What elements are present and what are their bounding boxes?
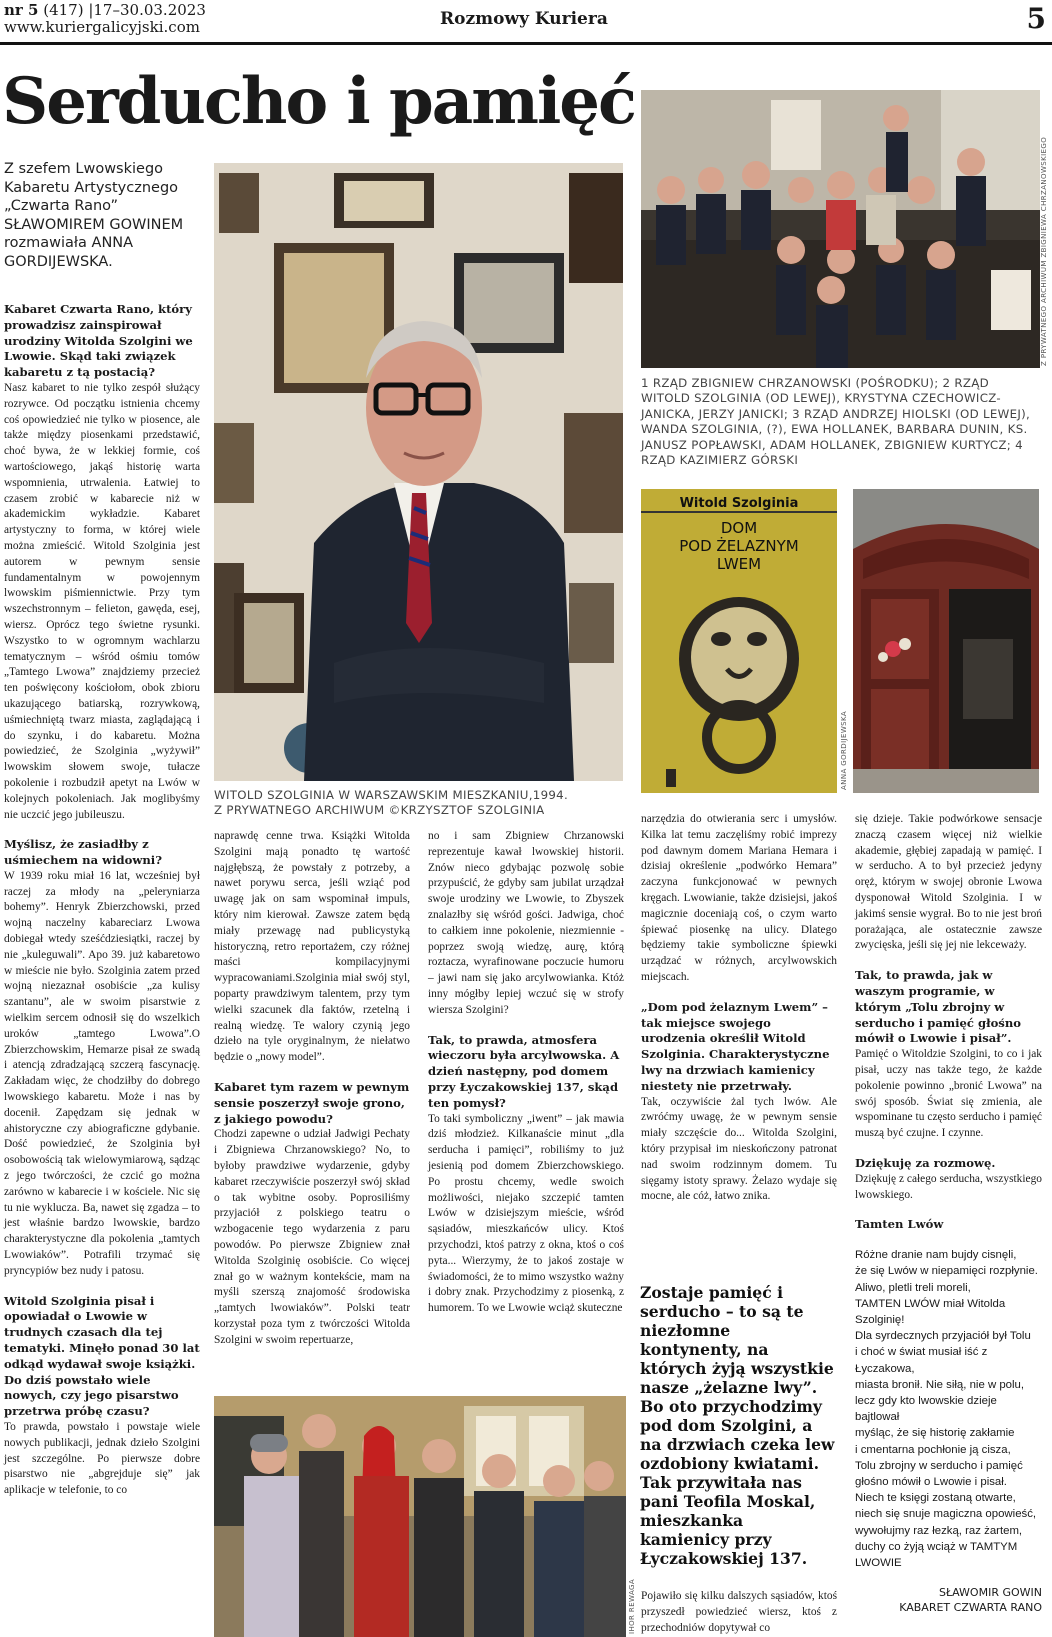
poem-line: duchy co żyją wciąż w TAMTYM LWOWIE: [855, 1540, 1018, 1569]
poem-line: Dla syrdecznych przyjaciół był Tolu: [855, 1330, 1031, 1343]
issue-number: nr 5: [4, 1, 39, 19]
group-photo-credit: Z PRYWATNEGO ARCHIWUM ZBIGNIEWA CHRZANOWSKIEGO: [1040, 136, 1048, 366]
street-photo-illustration: [214, 1396, 626, 1637]
street-photo: [214, 1396, 626, 1637]
poem-line: i choć w świat musiał iść z Łyczakowa,: [855, 1346, 988, 1375]
poem-line: lecz gdy kto lwowskie dzieje bajtlował: [855, 1394, 997, 1424]
author-name: SŁAWOMIR GOWIN: [938, 1586, 1042, 1600]
answer-4-continued: no i sam Zbigniew Chrzanowski reprezentuje kawał lwowskiej historii. Znów nieco gdybając pozwolę sobie przypuścić, że gdyby sam jubilat urządzał swoje urodziny we Lwowie, to Zbyszek znalazłby się wśród gości. Jadwiga, choć to całkiem inne pokolenie, niezmiennie - poprzez swoją wiedzę, aurę, którą roztacza, wyrafinowane poczucie humoru – jawi nam się jako arcylwowianka. Któż inny mógłby lepiej wczuć się w strofy wiersza Szolgini?: [428, 830, 624, 1016]
group-photo-illustration: [641, 90, 1040, 368]
poem-line: Niech te księgi zostaną otwarte,: [855, 1492, 1016, 1505]
issue-info: [4, 2, 206, 36]
question-8: Dziękuję za rozmowę.: [855, 1155, 996, 1170]
street-photo-credit: IHOR REWAGA: [628, 1578, 636, 1634]
poem-title: Tamten Lwów: [855, 1217, 944, 1232]
book-cover: [641, 489, 837, 793]
page-number: 5: [1026, 2, 1046, 35]
question-2: Myślisz, że zasiadłby z uśmiechem na widowni?: [4, 837, 162, 868]
poem-line: Aliwo, pletli treli moreli,: [855, 1281, 971, 1294]
poem: [855, 1247, 1042, 1571]
poem-line: Tolu zbrojny w serducho i pamięć: [855, 1459, 1023, 1472]
column-4-bottom: [641, 1589, 837, 1636]
answer-2: W 1939 roku miał 16 lat, wcześniej był raczej za młody na „peleryniarza bohemy”. Henryk Zbierzchowski, przed wojną naczelny kabareciarz Lwowa dobiegał wtedy sześćdziesiątki, raczej by nie „kuleguwali”. Apo 39. już kabaretowo w mieście nie było. Szolginia zatem przed wojną niezaznał osobiście „za kulisy szantanu”, ale w swoim pisarstwie z wielkim sercem odnosił się do wszelkich uroków „tamtego Lwowa”.O Zbierzchowskim, Hemarze pisał ze swadą i atencją zdradzającą szczerą fascynację. Zakładam więc, że chodziłby do dobrego lwowskiego kabaretu. Może i nas by docenił. Zapędzam się jednak w ahistoryczne czy abiograficzne gdybanie. Dość powiedzieć, że Szolginia był osobowością tak wielowymiarową, sądząc z jego twórczości, że czcić go można zarówno w kabarecie i w kościele. Nic się tu nie wyklucza. Ba, nawet się zgadza – to jest właśnie bardzo lwowskie, bardzo charakterystyczne dla pokolenia „tamtych Lwowiaków”. Potrafili trzymać się pryncypiów bez nudy i patosu.: [4, 869, 200, 1277]
door-photo-illustration: [853, 489, 1039, 793]
answer-3-continued: naprawdę cenne trwa. Książki Witolda Szolgini mają ponadto tę wartość najgłębszą, że powstały z potrzeby, a nawet porywu serca, jeśli wziąć pod uwagę jak on sam wspominał impuls, który nim kierował. Zawsze zatem będą miały przewagę nad publicystyką historyczną, retro reportażem, czy różnej maści kompilacyjnymi wypracowaniami.Szolginia miał swój styl, poparty prawdziwym talentem, przy tym wielki szacunek dla faktów, rzetelną i realną wiedzę. Te walory czynią jego dzieło na tyle oryginalnym, że niełatwo będzie o „nowy model”.: [214, 830, 410, 1064]
portrait-caption: [214, 788, 634, 819]
poem-line: głośno mówił o Lwowie i pisał.: [855, 1475, 1007, 1488]
column-5: [855, 812, 1042, 1615]
poem-line: miasta bronił. Nie siłą, nie w polu,: [855, 1378, 1025, 1391]
portrait-photo-illustration: [214, 163, 623, 781]
answer-6-continued: Pojawiło się kilku dalszych sąsiadów, ktoś przyszedł powiedzieć wiersz, ktoś z przechodniów dopytywał co: [641, 1590, 837, 1634]
issue-date: (417) |17–30.03.2023: [38, 1, 206, 19]
answer-6-end: się dzieje. Takie podwórkowe sensacje znaczą czasem więcej niż wielkie akademie, głębiej zapadają w pamięć. I w serducho. A to był przecież jedyny oręż, którym w swojej obronie Lwowa dysponował Witold Szolginia. I w jakimś sensie wygrał. Bo to nie jest broń porażająca, ale ostatecznie zawsze zwycięska, jeśli się jej nie lekceważy.: [855, 813, 1042, 952]
group-caption: 1 RZĄD ZBIGNIEW CHRZANOWSKI (POŚRODKU); 2 RZĄD WITOLD SZOLGINIA (OD LEWEJ), KRYSTYNA CZECHOWICZ-JANICKA, JERZY JANICKI; 3 RZĄD ANDRZEJ HIOLSKI (OD LEWEJ), WANDA SZOLGINIA, (?), EWA HOLLANEK, BARBARA DUNIN, KS. JANUSZ POPŁAWSKI, ADAM HOLLANEK, ZBIGNIEW KURTYCZ; 4 RZĄD KAZIMIERZ GÓRSKI: [641, 376, 1031, 468]
author-affiliation: KABARET CZWARTA RANO: [899, 1601, 1042, 1615]
door-photo: [853, 489, 1039, 793]
answer-5-continued: narzędzia do otwierania serc i umysłów. Kilka lat temu zaczęliśmy robić imprezy pod dawnym domem Mariana Hemara i dzisiaj określenie „podwórko Hemara” zaczyna funkcjonować w pewnych kręgach. Lwowianie, także dzisiejsi, jakoś magicznie doceniają coś, o czym warto śpiewać piosenkę na ulicy. Dlatego będziemy takie symboliczne śpiewki urządzać w różnych, arcylwowskich miejscach.: [641, 813, 837, 983]
poem-line: wywołujmy raz łezką, raz żartem,: [855, 1524, 1023, 1537]
section-title: Rozmowy Kuriera: [440, 9, 608, 29]
door-photo-credit: ANNA GORDIJEWSKA: [840, 710, 848, 790]
column-1: [4, 302, 200, 1499]
portrait-photo: [214, 163, 623, 781]
question-3: Witold Szolginia pisał i opowiadał o Lwowie w trudnych czasach dla tej tematyki. Minęło ponad 30 lat odkąd wydawał swoje książki. Do dziś powstało wiele nowych, czy jego pisarstwo przetrwa próbę czasu?: [4, 1293, 200, 1419]
question-4: Kabaret tym razem w pewnym sensie poszerzył swoje grono, z jakiego powodu?: [214, 1079, 410, 1126]
question-6: „Dom pod żelaznym Lwem” – tak miejsce swojego urodzenia określił Witold Szolginia. Charakterystyczne lwy na drzwiach kamienicy niestety nie przetrwały.: [641, 999, 830, 1093]
poem-line: Różne dranie nam bujdy cisnęli,: [855, 1249, 1017, 1262]
site-url[interactable]: www.kuriergalicyjski.com: [4, 18, 200, 36]
poem-line: myśląc, że się historię zakłamie: [855, 1427, 1015, 1440]
column-4: [641, 812, 837, 1205]
answer-3: To prawda, powstało i powstaje wiele nowych publikacji, jednak dzieło Szolgini jest szczególne. Po pierwsze dobre pisarstwo nie „abgrejduje się” jak aplikacje w telefonie, to co: [4, 1420, 200, 1497]
portrait-caption-line-1: WITOLD SZOLGINIA W WARSZAWSKIM MIESZKANIU,1994.: [214, 788, 569, 802]
book-title-line-3: LWEM: [716, 555, 762, 573]
book-cover-illustration: [641, 489, 837, 793]
book-author: Witold Szolginia: [679, 496, 799, 511]
answer-7: Pamięć o Witoldzie Szolgini, to co i jak pisał, uczy nas także tego, że każde pokolenie powinno „bronić Lwowa” na swój sposób. Świat się zmienia, ale wspominane tu często serducho i pamięć muszą być czujne. I czynne.: [855, 1048, 1042, 1140]
answer-1: Nasz kabaret to nie tylko zespół służący rozrywce. Od początku istnienia chcemy coś opowiedzieć nie tylko w piosence, ale także między piosenkami przedstawić, choć bywa, że w lekkiej formie, coś wartościowego, jakąś historię warta wspomnienia, utrwalenia. Łatwiej to czasem zrobić w kabarecie niż w akademickim wykładzie. Kabaret artystyczny to forma, w której wiele można zmieścić. Witold Szolginia jest autorem w pewnym sensie fundamentalnym w powojennym lwowskim piśmiennictwie. Przy tym wszechstronnym – felieton, gawęda, esej, wiersz. Oprócz tego świetne rysunki. Wszystko to w ogromnym wachlarzu tematycznym – wśród ośmiu tomów „Tamtego Lwowa” znajdziemy przecież ten poświęcony kościołom, obok zbioru ukazującego batiarską, rozrywkową, uśmiechniętą twarz miasta, zaglądającą i do szynku, i do kabaretu. Można powiedzieć, że Szolginia „wyżywił” lwowskim słowem swoje, tułacze pokolenie i rozbudził apetyt na Lwów w kolejnych pokoleniach. Jak moglibyśmy nie uczcić jego jubileuszu.: [4, 381, 200, 821]
answer-8: Dziękuję z całego serducha, wszystkiego lwowskiego.: [855, 1172, 1042, 1201]
poem-line: że się Lwów w niepamięci rozpłynie.: [855, 1265, 1038, 1278]
question-7: Tak, to prawda, jak w waszym programie, w którym „Tolu zbrojny w serducho i pamięć głośno mówił o Lwowie i pisał”.: [855, 968, 1021, 1046]
answer-4: Chodzi zapewne o udział Jadwigi Pechaty i Zbigniewa Chrzanowskiego? No, to byłoby prawdziwe wydarzenie, gdyby kabaret rzeczywiście poszerzył swój skład o tak wybitne osoby. Poprosiliśmy przyjaciół z polskiego teatru o wzbogacenie tego wydarzenia z paru powodów. Po pierwsze Zbigniew znał Witolda Szolginię osobiście. Co więcej znał go w ważnym kontekście, mam na myśli szerszą znajomość środowiska „tamtych lwowiaków”. Polski teatr korzystał poza tym z twórczości Witolda Szolgini w swoim repertuarze,: [214, 1128, 410, 1346]
column-2: [214, 829, 410, 1349]
question-1: Kabaret Czwarta Rano, który prowadzisz zainspirował urodziny Witolda Szolgini we Lwowie. Skąd taki związek kabaretu z tą postacią?: [4, 302, 193, 380]
portrait-caption-line-2: Z PRYWATNEGO ARCHIWUM ©KRZYSZTOF SZOLGINIA: [214, 803, 545, 818]
book-title-line-2: POD ŻELAZNYM: [679, 537, 799, 555]
question-5: Tak, to prawda, atmosfera wieczoru była arcylwowska. A dzień następny, pod domem przy Łyczakowskiej 137, skąd ten pomysł?: [428, 1032, 620, 1110]
poem-line: i cmentarna pochłonie ją cisza,: [855, 1443, 1011, 1456]
header-rule: [0, 42, 1052, 45]
column-3: [428, 829, 624, 1317]
answer-5: To taki symboliczny „iwent” – jak mawia dziś młodzież. Kilkanaście minut „dla serducha i pamięci”, robiliśmy to już jesienią pod domem Zbierzchowskiego. Po prostu chcemy, wedle swoich możliwości, niejako szczepić tamten Lwów w dzisiejszym mieście, wśród sąsiadów, mieszkańców ulicy. Ktoś przychodzi, ktoś patrzy z okna, ktoś o coś pyta... Wierzymy, że to jakoś zostaje w świadomości, że to mimo wszystko ważny i dobry znak. Przychodzimy z piosenką, z humorem. To we Lwowie wciąż skuteczne: [428, 1112, 624, 1315]
article-title: Serducho i pamięć: [2, 64, 635, 139]
poem-line: TAMTEN LWÓW miał Witolda Szolginię!: [855, 1297, 1006, 1326]
book-title-line-1: DOM: [720, 519, 758, 537]
group-photo: [641, 90, 1040, 368]
author-signature: [855, 1585, 1042, 1615]
pull-quote: Zostaje pamięć i serducho – to są te niezłomne kontynenty, na których żyją wszystkie nasze „żelazne lwy”. Bo oto przychodzimy pod dom Szolgini, a na drzwiach czeka lew ozdobiony kwiatami. Tak przywitała nas pani Teofila Moskal, mieszkanka kamienicy przy Łyczakowskiej 137.: [640, 1283, 835, 1568]
poem-line: niech się snuje magiczna opowieść,: [855, 1508, 1037, 1521]
answer-6: Tak, oczywiście żal tych lwów. Ale zwróćmy uwagę, że w pewnym sensie miały szczęście do... Witolda Szolgini, który przypisał im nieskończony patronat nad swoim rodzinnym domem. Tu sięgamy istoty sprawy. Żelazo wydaje się mocne, ale cóż, łatwo znika.: [641, 1095, 837, 1203]
article-lead: Z szefem Lwowskiego Kabaretu Artystycznego „Czwarta Rano” SŁAWOMIREM GOWINEM rozmawiała ANNA GORDIJEWSKA.: [4, 161, 184, 270]
